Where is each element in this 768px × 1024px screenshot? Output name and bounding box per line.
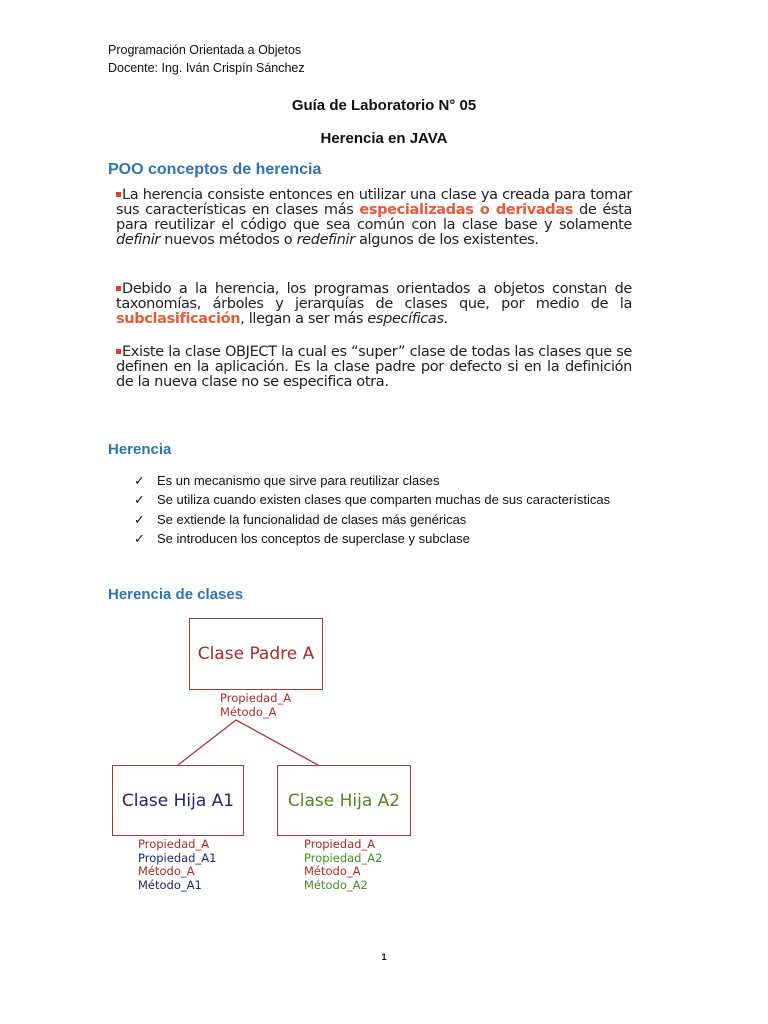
highlight-especializadas: especializadas o derivadas bbox=[359, 202, 574, 218]
checkmark-icon: ✓ bbox=[134, 511, 145, 527]
member-label: Propiedad_A bbox=[138, 837, 210, 851]
class-box-child-a2 bbox=[277, 765, 411, 836]
class-box-parent bbox=[189, 618, 323, 690]
class-name-child-a1: Clase Hija A1 bbox=[121, 790, 235, 811]
guide-title: Guía de Laboratorio N° 05 bbox=[291, 97, 477, 114]
child-a2-members bbox=[304, 838, 382, 892]
paragraph-taxonomias: Debido a la herencia, los programas orientados a objetos constan de taxonomías, árboles y jerarquías de clases que, por medio de la subclasificación, llegan a ser más específicas. bbox=[116, 281, 632, 327]
class-box-child-a1 bbox=[112, 765, 244, 836]
member-label: Método_A bbox=[138, 864, 195, 878]
section-heading-herencia: Herencia bbox=[108, 441, 172, 458]
topic-title: Herencia en JAVA bbox=[320, 130, 448, 147]
member-label: Propiedad_A bbox=[304, 837, 376, 851]
checkmark-icon: ✓ bbox=[134, 530, 145, 546]
section-heading-herencia-clases: Herencia de clases bbox=[108, 586, 244, 603]
member-label: Método_A bbox=[304, 864, 361, 878]
member-label: Propiedad_A bbox=[220, 691, 292, 705]
list-item: ✓ Se utiliza cuando existen clases que comparten muchas de sus características bbox=[134, 490, 610, 509]
member-label: Método_A1 bbox=[138, 877, 202, 892]
class-name-parent: Clase Padre A bbox=[197, 644, 315, 664]
checkmark-icon: ✓ bbox=[134, 492, 145, 508]
child-a1-members bbox=[138, 838, 216, 892]
course-name: Programación Orientada a Objetos bbox=[108, 43, 302, 57]
member-label: Método_A bbox=[220, 704, 277, 719]
list-item: ✓ Es un mecanismo que sirve para reutilizar clases bbox=[134, 471, 610, 490]
member-label: Método_A2 bbox=[304, 877, 368, 892]
list-item: ✓ Se introducen los conceptos de superclase y subclase bbox=[134, 529, 610, 548]
member-label: Propiedad_A2 bbox=[304, 850, 383, 865]
connector-line-right bbox=[236, 720, 318, 765]
parent-members bbox=[220, 692, 291, 719]
class-name-child-a2: Clase Hija A2 bbox=[287, 790, 401, 811]
teacher-name: Docente: Ing. Iván Crispín Sánchez bbox=[108, 61, 305, 75]
section-heading-poo: POO conceptos de herencia bbox=[108, 161, 322, 178]
member-label: Propiedad_A1 bbox=[138, 850, 217, 865]
page-number: 1 bbox=[381, 952, 387, 962]
connector-line-left bbox=[178, 720, 236, 765]
paragraph-herencia: La herencia consiste entonces en utilizar una clase ya creada para tomar sus características en clases más especializadas o derivadas de ésta para reutilizar el código que sea común con la clase base y solamente definir nuevos métodos o redefinir algunos de los existentes. bbox=[116, 187, 633, 248]
checkmark-icon: ✓ bbox=[134, 473, 145, 488]
paragraph-object: Existe la clase OBJECT la cual es “super” clase de todas las clases que se definen en la aplicación. Es la clase padre por defecto si en la definición de la nueva clase no se especifica otra. bbox=[116, 344, 632, 390]
list-item: ✓ Se extiende la funcionalidad de clases más genéricas bbox=[134, 510, 610, 529]
highlight-subclasificacion: subclasificación bbox=[116, 311, 241, 327]
